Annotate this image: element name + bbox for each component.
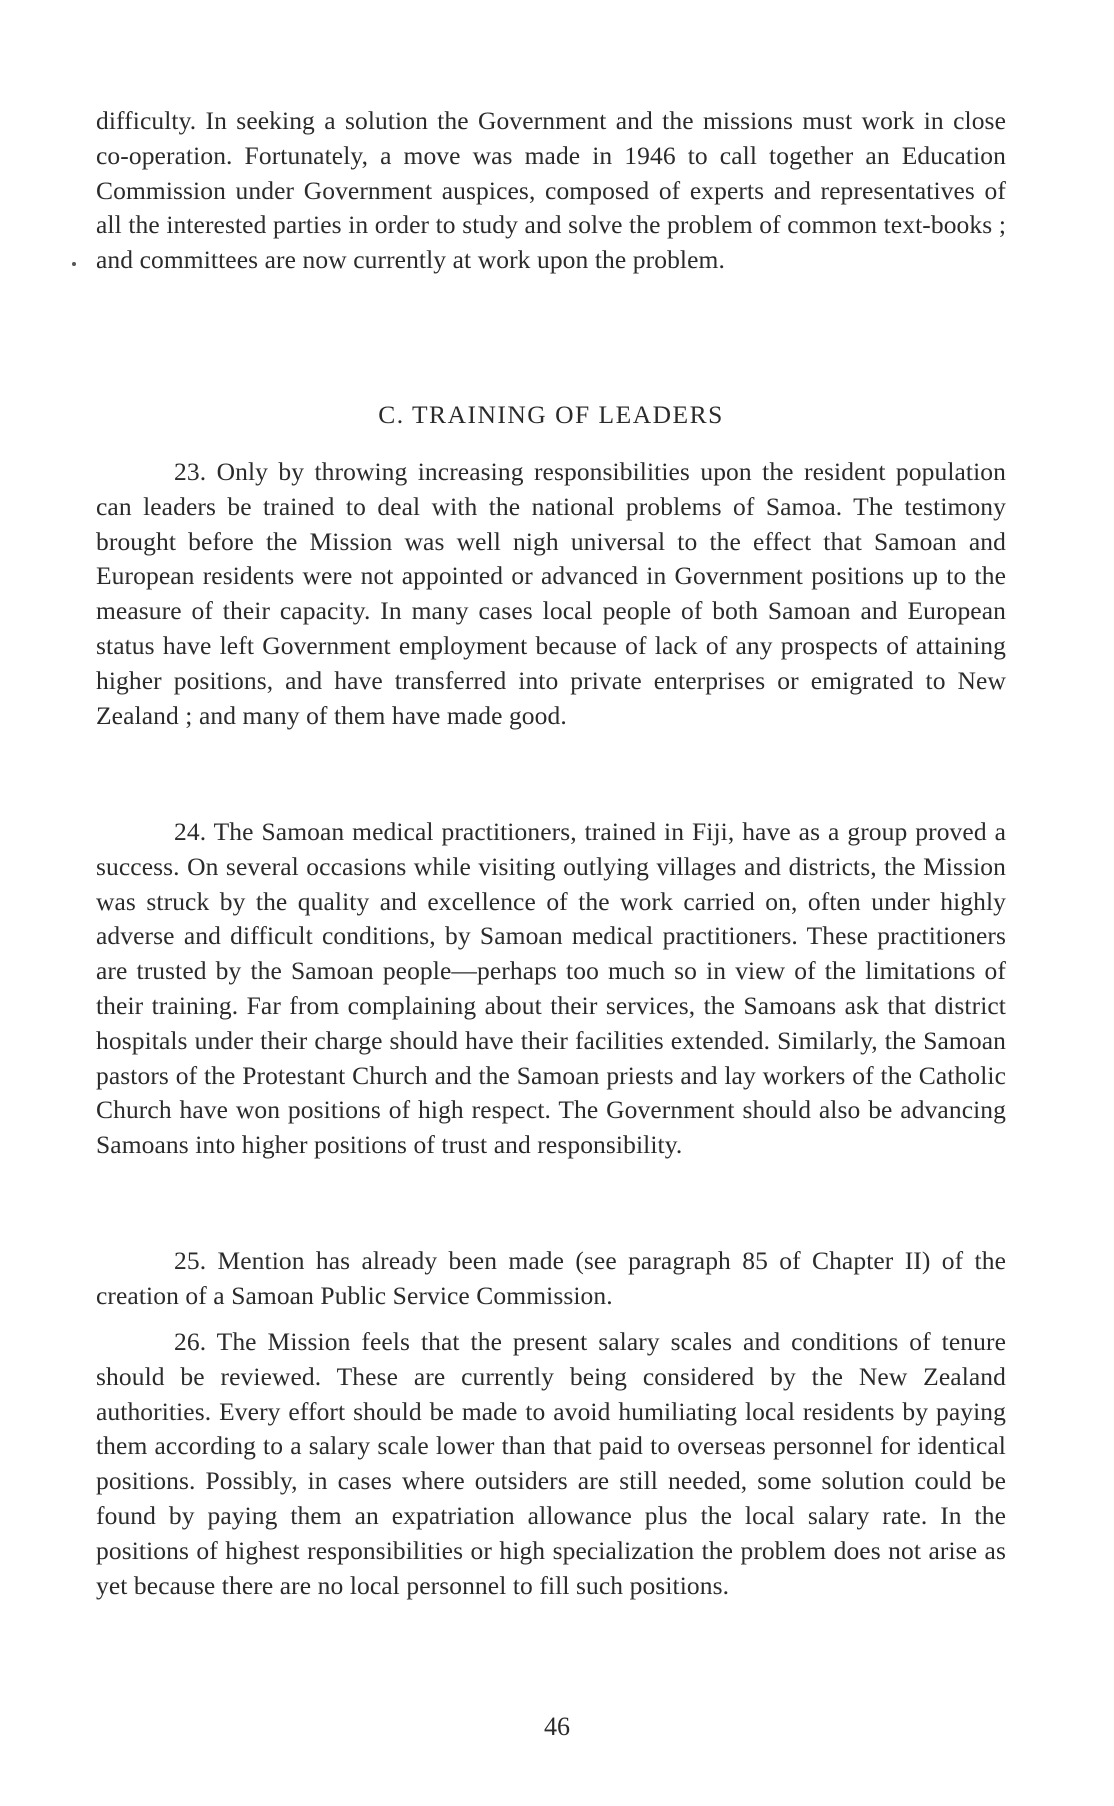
page-number: 46 bbox=[544, 1712, 570, 1741]
intro-paragraph-block bbox=[96, 104, 1006, 278]
paragraph-26-block bbox=[96, 1325, 1006, 1603]
paragraph-25: 25. Mention has already been made (see paragraph 85 of Chapter II) of the creation of a Samoan Public Service Commission. bbox=[96, 1246, 1006, 1310]
section-heading: C. TRAINING OF LEADERS bbox=[378, 400, 724, 429]
paragraph-24-block bbox=[96, 815, 1006, 1163]
margin-dot-mark bbox=[72, 262, 76, 266]
paragraph-26: 26. The Mission feels that the present salary scales and conditions of tenure should be reviewed. These are currently being considered by the New Zealand authorities. Every effort should be made to avoid humiliating local residents by paying them according to a salary scale lower than that paid to overseas personnel for identical positions. Possibly, in cases where outsiders are still needed, some solution could be found by paying them an expatriation allowance plus the local salary rate. In the positions of highest responsibilities or high specialization the problem does not arise as yet because there are no local personnel to fill such positions. bbox=[96, 1327, 1006, 1600]
paragraph-23: 23. Only by throwing increasing responsibilities upon the resident population can leaders be trained to deal with the national problems of Samoa. The testimony brought before the Mission was well nigh universal to the effect that Samoan and European residents were not appointed or advanced in Government positions up to the measure of their capacity. In many cases local people of both Samoan and European status have left Government employment because of lack of any prospects of attaining higher positions, and have transferred into private enterprises or emigrated to New Zealand ; and many of them have made good. bbox=[96, 457, 1006, 730]
paragraph-23-block bbox=[96, 455, 1006, 733]
paragraph-24: 24. The Samoan medical practitioners, trained in Fiji, have as a group proved a success. On several occasions while visiting outlying villages and districts, the Mission was struck by the quality and excellence of the work carried on, often under highly adverse and difficult conditions, by Samoan medical practitioners. These practitioners are trusted by the Samoan people—perhaps too much so in view of the limitations of their training. Far from complaining about their services, the Samoans ask that district hospitals under their charge should have their facilities extended. Similarly, the Samoan pastors of the Protestant Church and the Samoan priests and lay workers of the Catholic Church have won positions of high respect. The Government should also be advancing Samoans into higher positions of trust and responsibility. bbox=[96, 817, 1006, 1160]
paragraph-25-block bbox=[96, 1244, 1006, 1314]
intro-paragraph: difficulty. In seeking a solution the Government and the missions must work in close co-operation. Fortunately, a move was made in 1946 to call together an Education Commission under Government auspices, composed of experts and representatives of all the interested parties in order to study and solve the problem of common text-books ; and committees are now currently at work upon the problem. bbox=[96, 106, 1006, 275]
